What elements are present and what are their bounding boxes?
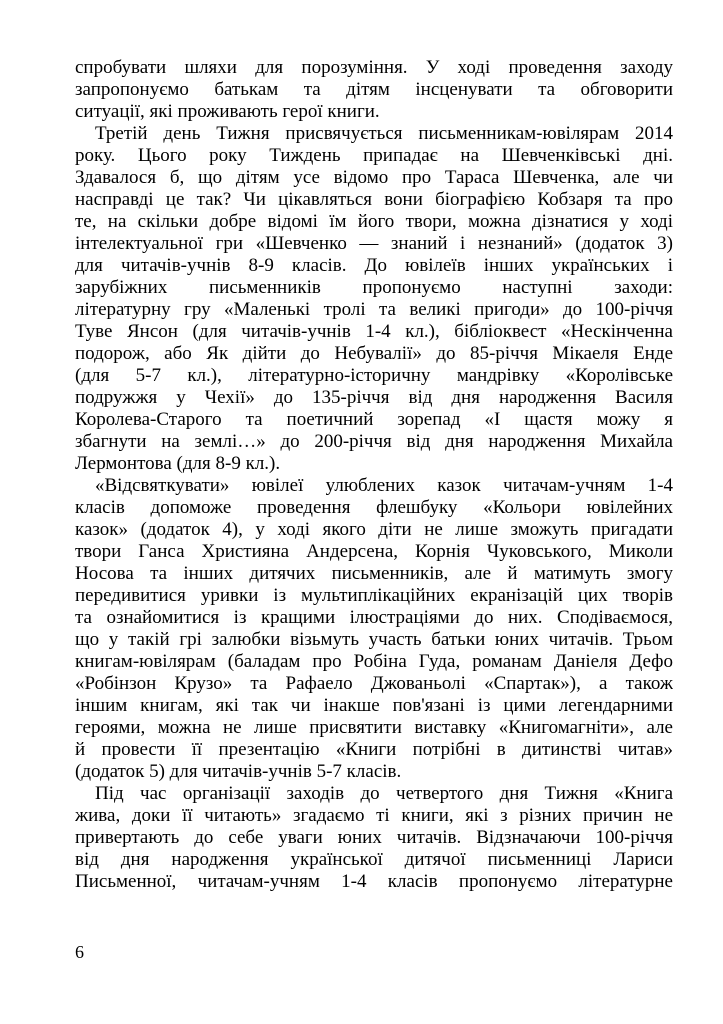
text-line: Під час організації заходів до четвертого дня Тижня «Книга (95, 783, 673, 804)
text-line: та ознайомитися із кращими ілюстраціями до них. Сподіваємося, (75, 607, 673, 628)
text-line: ситуації, які проживають герої книги. (75, 101, 380, 122)
text-line: Лермонтова (для 8-9 кл.). (75, 453, 281, 474)
text-line: Носова та інших дитячих письменників, але й матимуть змогу (75, 563, 673, 584)
text-line: запропонуємо батькам та дітям інсценувати та обговорити (75, 79, 673, 100)
text-line: «Відсвяткувати» ювілеї улюблених казок читачам-учням 1-4 (95, 475, 673, 496)
page-number: 6 (75, 942, 84, 962)
text-line: жива, доки її читають» згадаємо ті книги, які з різних причин не (75, 805, 673, 826)
text-line: класів допоможе проведення флешбуку «Кольори ювілейних (75, 497, 673, 518)
text-line: Туве Янсон (для читачів-учнів 1-4 кл.), бібліоквест «Нескінченна (75, 321, 673, 342)
text-line: казок» (додаток 4), у ході якого діти не лише зможуть пригадати (75, 519, 673, 540)
text-line: передивитися уривки із мультиплікаційних екранізацій цих творів (75, 585, 673, 606)
text-line: те, на скільки добре відомі їм його твори, можна дізнатися у ході (75, 211, 673, 232)
text-line: «Робінзон Крузо» та Рафаело Джованьолі «Спартак»), а також (75, 673, 673, 694)
text-line: насправді це так? Чи цікавляться вони біографією Кобзаря та про (75, 189, 673, 210)
text-line: іншим книгам, які так чи інакше пов'язані із цими легендарними (75, 695, 673, 716)
text-line: подорож, або Як дійти до Небувалії» до 85-річчя Мікаеля Енде (75, 343, 673, 364)
text-line: для читачів-учнів 8-9 класів. До ювілеїв інших українських і (75, 255, 673, 276)
text-line: спробувати шляхи для порозуміння. У ході проведення заходу (75, 57, 673, 78)
text-line: інтелектуальної гри «Шевченко — знаний і незнаний» (додаток 3) (75, 233, 673, 254)
text-line: твори Ганса Християна Андерсена, Корнія Чуковського, Миколи (75, 541, 673, 562)
text-line: Здавалося б, що дітям усе відомо про Тараса Шевченка, але чи (75, 167, 673, 188)
text-line: подружжя у Чехії» до 135-річчя від дня народження Василя (75, 387, 673, 408)
text-line: героями, можна не лише присвятити виставку «Книгомагніти», але (75, 717, 673, 738)
paragraph (75, 57, 673, 123)
text-line: привертають до себе уваги юних читачів. Відзначаючи 100-річчя (75, 827, 673, 848)
text-line: року. Цього року Тиждень припадає на Шевченківські дні. (75, 145, 673, 166)
text-line: (для 5-7 кл.), літературно-історичну мандрівку «Королівське (75, 365, 673, 386)
text-line: літературну гру «Маленькі тролі та великі пригоди» до 100-річчя (75, 299, 673, 320)
paragraph (75, 475, 673, 783)
paragraph (75, 123, 673, 475)
text-line: від дня народження української дитячої письменниці Лариси (75, 849, 673, 870)
page-text (75, 57, 673, 893)
text-line: Королева-Старого та поетичний зорепад «І щастя можу я (75, 409, 673, 430)
text-line: й провести її презентацію «Книги потрібні в дитинстві читав» (75, 739, 673, 760)
paragraph (75, 783, 673, 893)
text-line: Письменної, читачам-учням 1-4 класів пропонуємо літературне (75, 871, 673, 892)
text-line: Третій день Тижня присвячується письменникам-ювілярам 2014 (95, 123, 673, 144)
text-line: збагнути на землі…» до 200-річчя від дня народження Михайла (75, 431, 673, 452)
text-line: (додаток 5) для читачів-учнів 5-7 класів. (75, 761, 402, 782)
text-line: зарубіжних письменників пропонуємо наступні заходи: (75, 277, 673, 298)
text-line: що у такій грі залюбки візьмуть участь батьки юних читачів. Трьом (75, 629, 673, 650)
text-line: книгам-ювілярам (баладам про Робіна Гуда, романам Даніеля Дефо (75, 651, 673, 672)
